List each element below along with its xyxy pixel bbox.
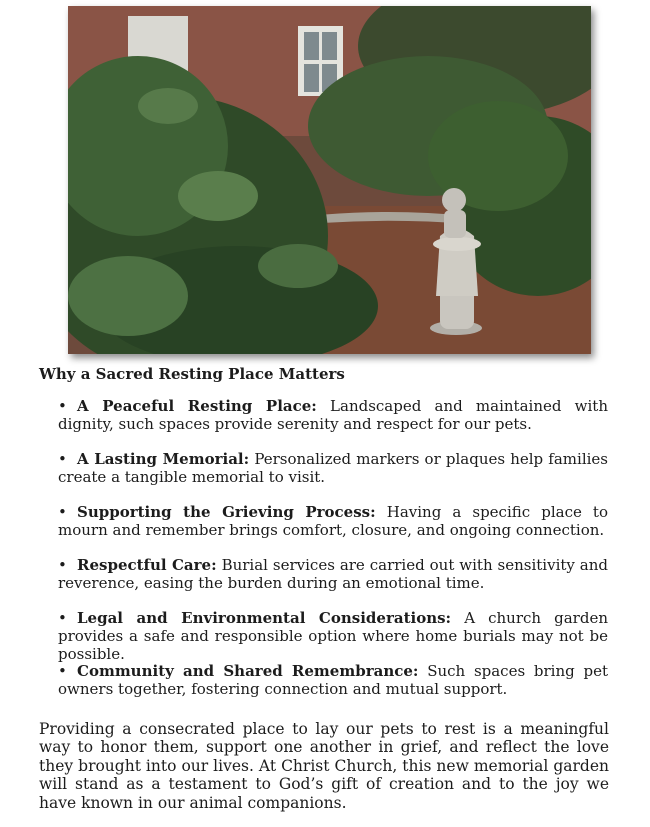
bullet-icon: • xyxy=(58,609,67,627)
item-text: Personalized markers or plaques help families create a tangible memorial to visit. xyxy=(58,450,608,486)
item-text: A church garden provides a safe and responsible option where home burials may not be possible. xyxy=(58,609,608,663)
garden-statue-photo xyxy=(68,6,591,354)
bullet-icon: • xyxy=(58,556,67,574)
item-title: A Lasting Memorial: xyxy=(77,450,250,468)
bullet-icon: • xyxy=(58,397,67,415)
list-item xyxy=(58,609,608,663)
list-item xyxy=(58,503,608,539)
bullet-icon: • xyxy=(58,503,67,521)
item-title: Community and Shared Remembrance: xyxy=(77,662,419,680)
item-title: Legal and Environmental Considerations: xyxy=(77,609,452,627)
item-text: Landscaped and maintained with dignity, such spaces provide serenity and respect for our pets. xyxy=(58,397,608,433)
item-title: A Peaceful Resting Place: xyxy=(77,397,317,415)
closing-paragraph: Providing a consecrated place to lay our pets to rest is a meaningful way to honor them, support one another in grief, and reflect the love they brought into our lives. At Christ Church, this new memorial garden will stand as a testament to God’s gift of creation and to the joy we have known in our animal companions. xyxy=(39,720,609,812)
section-heading: Why a Sacred Resting Place Matters xyxy=(39,365,345,383)
garden-photo-illustration xyxy=(68,6,591,354)
item-text: Such spaces bring pet owners together, fostering connection and mutual support. xyxy=(58,662,608,698)
bullet-icon: • xyxy=(58,662,67,680)
bullet-icon: • xyxy=(58,450,67,468)
reasons-list xyxy=(58,397,608,715)
item-title: Respectful Care: xyxy=(77,556,217,574)
list-item xyxy=(58,397,608,433)
list-item xyxy=(58,662,608,698)
item-title: Supporting the Grieving Process: xyxy=(77,503,376,521)
list-item xyxy=(58,450,608,486)
list-item xyxy=(58,556,608,592)
item-text: Burial services are carried out with sensitivity and reverence, easing the burden during an emotional time. xyxy=(58,556,608,592)
item-text: Having a specific place to mourn and remember brings comfort, closure, and ongoing connection. xyxy=(58,503,608,539)
